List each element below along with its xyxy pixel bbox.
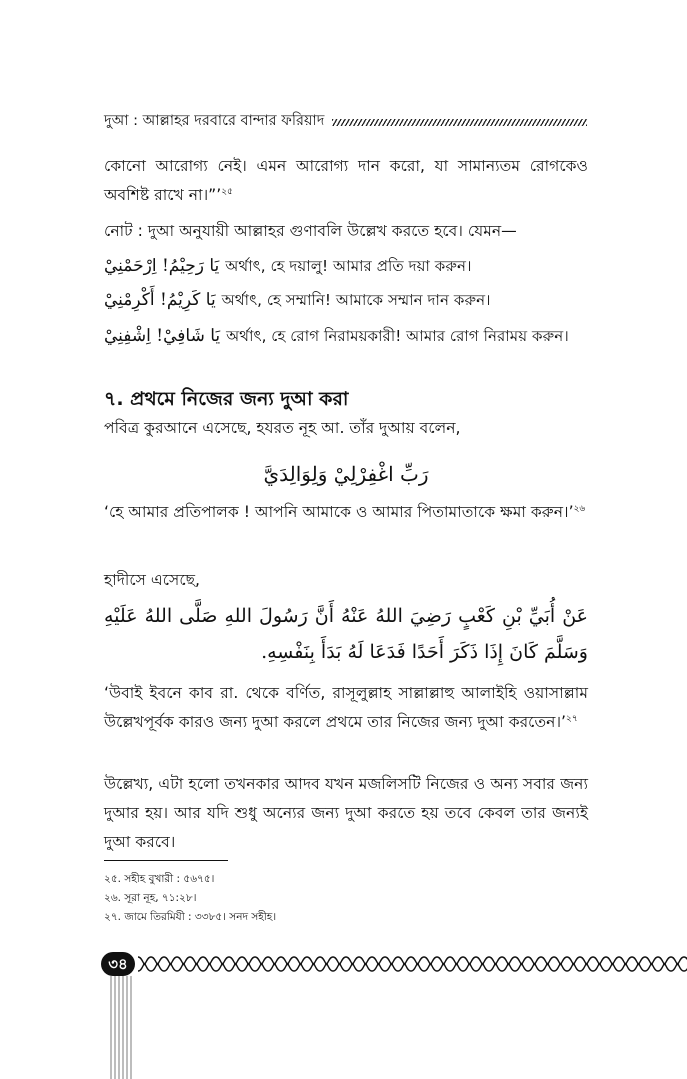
footnote-25: ২৫. সহীহ বুখারী : ৫৬৭৫। <box>104 873 215 885</box>
note-paragraph <box>104 217 588 246</box>
intro-text: পবিত্র কুরআনে এসেছে, হযরত নূহ আ. তাঁর দুআয় বলেন, <box>104 419 461 437</box>
note-text: নোট : দুআ অনুযায়ী আল্লাহর গুণাবলি উল্লেখ করতে হবে। যেমন— <box>104 222 517 240</box>
closing-paragraph <box>104 770 588 857</box>
footnotes <box>104 870 276 927</box>
example-2-arabic: يَا كَرِيْمُ! أَكْرِمْنِيْ <box>104 290 216 310</box>
footnote-ref-27: ২৭ <box>566 713 578 724</box>
quran-verse-arabic: رَبِّ اغْفِرْلِيْ وَلِوَالِدَيَّ <box>263 462 429 486</box>
hadith-arabic-text: عَنْ أُبَيِّ بْنِ كَعْبٍ رَضِيَ اللهُ عَنْهُ أَنَّ رَسُولَ اللهِ صَلَّى اللهُ عَلَيْهِ وَسَلَّمَ كَانَ إِذَا ذَكَرَ أَحَدًا فَدَعَا لَهُ بَدَأَ بِنَفْسِهِ. <box>104 605 588 663</box>
example-2-meaning: অর্থাৎ, হে সম্মানি! আমাকে সম্মান দান করুন। <box>221 291 491 309</box>
hadith-meaning-paragraph <box>104 679 588 737</box>
page-number: ৩৪ <box>101 952 135 976</box>
running-head-title: দুআ : আল্লাহর দরবারে বান্দার ফরিয়াদ <box>104 113 325 129</box>
footnote-ref-26: ২৬ <box>573 503 586 514</box>
hadith-intro-text: হাদীসে এসেছে, <box>104 571 200 589</box>
example-1-arabic: يَا رَحِيْمُ! اِرْحَمْنِيْ <box>104 256 220 276</box>
footer-ornament-band <box>138 951 687 977</box>
quran-meaning-paragraph <box>104 498 588 527</box>
example-3-arabic: يَا شَافِيْ! اِشْفِنِيْ <box>104 326 221 346</box>
paragraph-continuation-text: কোনো আরোগ্য নেই। এমন আরোগ্য দান করো, যা সামান্যতম রোগকেও অবশিষ্ট রাখে না।”’ <box>104 157 588 204</box>
footnote-27: ২৭. জামে তিরমিযী : ৩৩৮৫। সনদ সহীহ। <box>104 911 277 923</box>
quran-meaning-text: ‘হে আমার প্রতিপালক ! আপনি আমাকে ও আমার পিতামাতাকে ক্ষমা করুন।’ <box>104 503 574 521</box>
example-line-3 <box>104 321 588 351</box>
intro-paragraph <box>104 414 588 443</box>
running-head-hatch-ornament <box>332 119 587 126</box>
closing-text: উল্লেখ্য, এটা হলো তখনকার আদব যখন মজলিসটি নিজের ও অন্য সবার জন্য দুআর হয়। আর যদি শুধু অন্যের জন্য দুআ করতে হয় তবে কেবল তার জন্যই দুআ করবে। <box>104 775 588 851</box>
section-heading: ৭. প্রথমে নিজের জন্য দুআ করা <box>104 388 349 410</box>
footnote-26: ২৬. সূরা নূহ, ৭১:২৮। <box>104 892 197 904</box>
hadith-meaning-text: ‘উবাই ইবনে কাব রা. থেকে বর্ণিত, রাসূলুল্লাহ সাল্লাল্লাহু আলাইহি ওয়াসাল্লাম উল্লেখপূর্বক কারও জন্য দুআ করলে প্রথমে তার নিজের জন্য দুআ করতেন।’ <box>104 684 588 731</box>
example-line-1 <box>104 251 588 281</box>
hadith-intro-paragraph <box>104 566 588 595</box>
paragraph-continuation <box>104 152 588 210</box>
footnote-divider <box>104 860 228 861</box>
margin-stripes-decoration <box>110 976 134 1079</box>
running-head <box>104 112 587 132</box>
footnote-ref-25: ২৫ <box>221 186 233 197</box>
example-3-meaning: অর্থাৎ, হে রোগ নিরাময়কারী! আমার রোগ নিরাময় করুন। <box>226 327 569 345</box>
example-line-2 <box>104 285 588 315</box>
example-1-meaning: অর্থাৎ, হে দয়ালু! আমার প্রতি দয়া করুন। <box>225 257 472 275</box>
